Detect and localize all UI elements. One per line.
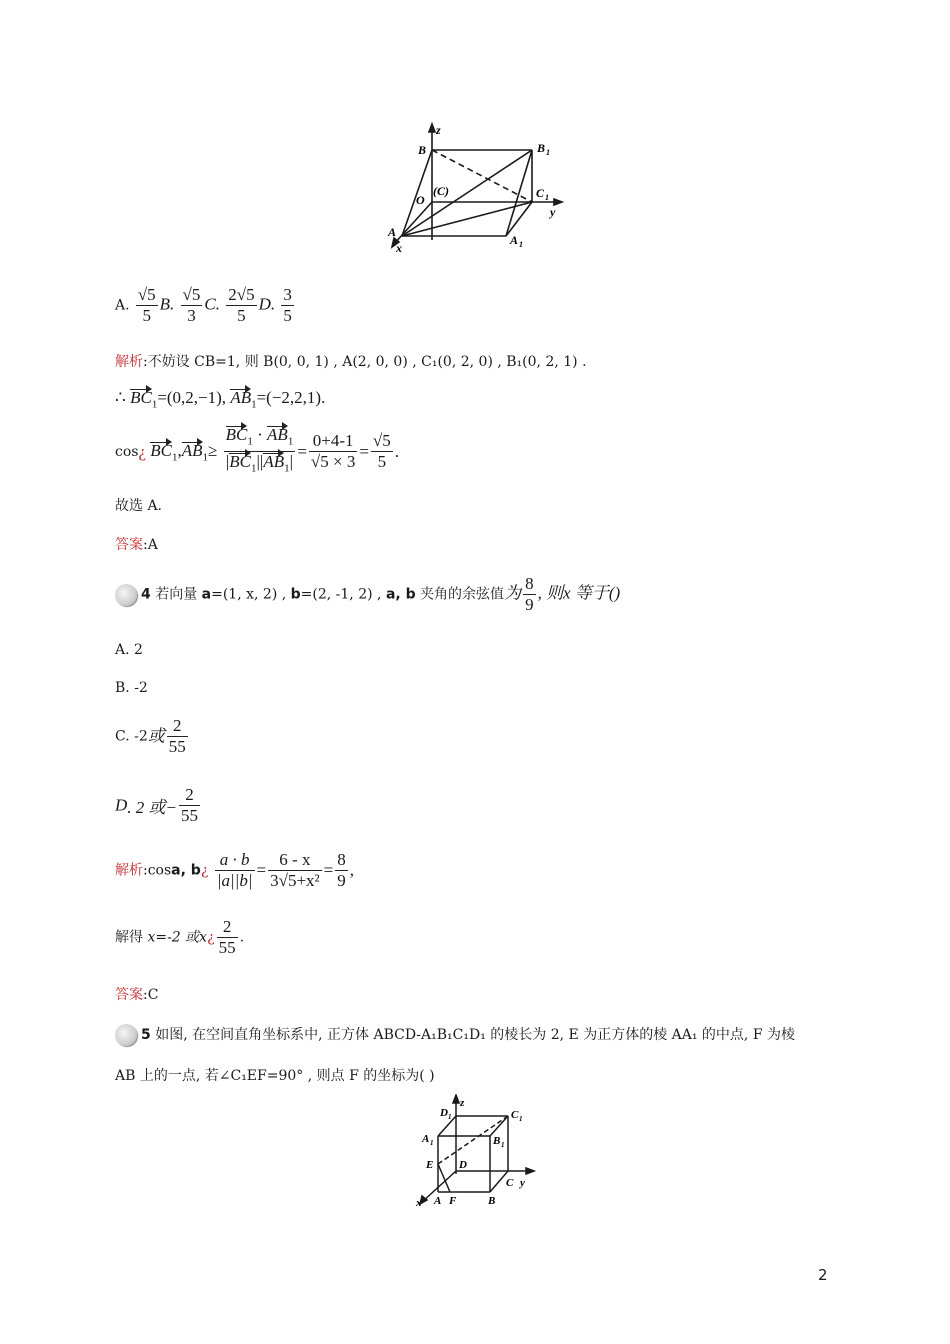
label-E: E [426, 1159, 434, 1171]
svg-text:1: 1 [448, 1113, 452, 1121]
axis-x-label: x [396, 241, 402, 255]
choice-c-label: C. [204, 294, 220, 314]
q4-answer: 答案:C [115, 987, 159, 1003]
q3-answer: 答案:A [115, 537, 158, 553]
svg-text:1: 1 [519, 240, 523, 249]
q5-stem-line2: AB 上的一点, 若∠C₁EF=90° , 则点 F 的坐标为( ) [115, 1068, 435, 1084]
q4-choice-c: C. -2或 $\frac{2}{55}$ [115, 716, 186, 756]
axis-y-label: y [550, 205, 556, 219]
q4-choice-a: A. 2 [115, 642, 143, 658]
question-number-icon [115, 1024, 137, 1046]
q3-analysis [115, 352, 587, 372]
q3-vectors-line: ∴ $BC_1=(0,2,-1)$, $AB_1=(-2,2,1)$. [115, 388, 326, 411]
question-number-icon [115, 584, 137, 606]
q3-choices [115, 285, 296, 326]
choice-b-label: B. [159, 294, 175, 314]
q4-choice-b: B. -2 [115, 680, 148, 696]
choice-b-frac: $\frac{√5}{3}$ [182, 285, 201, 325]
label-C1: C [536, 186, 545, 200]
svg-text:1: 1 [546, 148, 550, 157]
choice-d-label: D. [258, 294, 276, 314]
vec-bc1: BC [130, 388, 152, 407]
axis-z-label: z [460, 1097, 465, 1109]
q4-choice-d: D. 2 或− $\frac{2}{55}$ [115, 785, 199, 825]
svg-text:1: 1 [545, 193, 549, 202]
axis-z-label: z [436, 123, 441, 137]
choice-a-frac: $\frac{√5}{5}$ [137, 285, 156, 325]
choice-a-label: A. [115, 297, 130, 314]
cos-fraction-3: $\frac{√5}{5}$ [372, 431, 391, 472]
q3-conclusion: 故选 A. [115, 498, 163, 514]
label-B: B [418, 143, 427, 157]
svg-text:1: 1 [519, 1115, 523, 1123]
q5-stem-line1: 5 如图, 在空间直角坐标系中, 正方体 ABCD-A₁B₁C₁D₁ 的棱长为 2, E 为正方体的棱 AA₁ 的中点, F 为棱 [115, 1024, 795, 1046]
label-D: D [459, 1159, 467, 1171]
label-A: A [434, 1195, 442, 1207]
label-B: B [488, 1195, 496, 1207]
label-B1: B [493, 1135, 501, 1147]
axis-x-label: x [416, 1197, 422, 1209]
vec-ab1: AB [230, 388, 252, 407]
cos-fraction-2: $\frac{0+4-1}{√5 \times 3}$ [310, 431, 356, 472]
analysis-label: 解析 [115, 354, 143, 370]
q4-solve: 解得 x=-2 或x¿ $\frac{2}{55}$ . [115, 917, 245, 957]
q3-cos-line: cos¿ $BC_1,AB_1\ge$ $\frac{BC_1 \cdot AB_1}{|BC_1||AB_1|}$ = $\frac{0+4-1}{√5 \times 3}$ = $\frac{√5}{5}$ . [115, 425, 399, 479]
q4-analysis: 解析:cosa, b¿ $\frac{a \cdot b}{|a||b|}$ = $\frac{6 - x}{\text{3√5+x²}}$ = $\frac{8}{9}$ , [115, 850, 354, 890]
label-C: C [506, 1177, 514, 1189]
label-O: O [416, 193, 425, 207]
choice-d-frac: $\frac{3}{5}$ [283, 285, 292, 325]
label-A1: A [422, 1133, 430, 1145]
cube-figure [412, 1094, 542, 1210]
page-number: 2 [818, 1266, 828, 1284]
label-A1: A [510, 233, 519, 247]
label-F: F [449, 1195, 457, 1207]
cos-fraction-1: $\frac{BC_1 \cdot AB_1}{|BC_1||AB_1|}$ [225, 425, 294, 475]
label-D1: D [440, 1107, 448, 1119]
label-A: A [388, 225, 397, 239]
choice-c-frac: $\frac{2√5}{5}$ [228, 285, 255, 325]
svg-text:1: 1 [501, 1141, 505, 1149]
q4-stem: 4 若向量 a=(1, x, 2) , b=(2, -1, 2) , a, b 夹角的余弦值为 $\frac{8}{9}$ , 则x 等于() [115, 574, 620, 615]
label-C1: C [511, 1109, 519, 1121]
svg-text:1: 1 [430, 1139, 434, 1147]
analysis-text: :不妨设 CB=1, 则 B(0, 0, 1) , A(2, 0, 0) , C₁(0, 2, 0) , B₁(0, 2, 1) . [143, 354, 587, 370]
label-B1: B [537, 141, 546, 155]
axis-y-label: y [520, 1177, 525, 1189]
prism-figure [380, 120, 570, 260]
label-C: (C) [433, 184, 449, 198]
